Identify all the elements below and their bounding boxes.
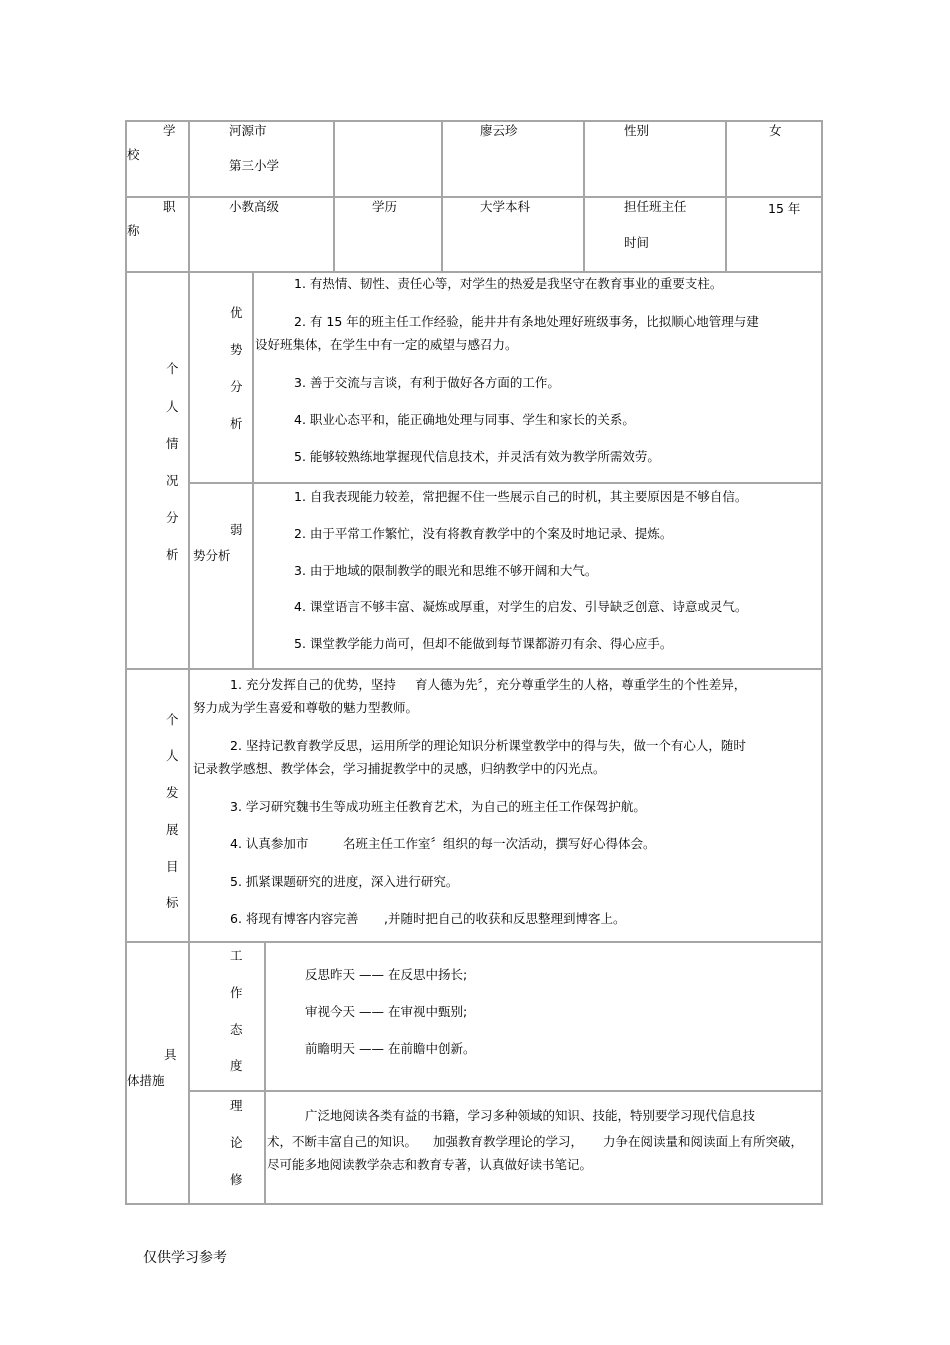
tenure-label-2: 时间 xyxy=(624,235,650,250)
table-divider-label-column xyxy=(188,120,190,1205)
footer-note: 仅供学习参考 xyxy=(143,1250,227,1266)
tenure-value: 15 年 xyxy=(768,201,801,216)
personal-section-label-char: 析 xyxy=(166,547,179,562)
weakness-label-1: 弱 xyxy=(230,522,243,537)
gender-label: 性别 xyxy=(624,123,650,138)
title-label-2: 称 xyxy=(127,223,140,238)
goals-section-label-char: 个 xyxy=(166,712,179,727)
theory-label-char: 论 xyxy=(230,1135,243,1150)
attitude-line: 前瞻明天 —— 在前瞻中创新。 xyxy=(305,1041,476,1056)
personal-section-label-char: 况 xyxy=(166,473,179,488)
goal-item: 5. 抓紧课题研究的进度，深入进行研究。 xyxy=(230,874,459,889)
personal-section-label-char: 人 xyxy=(166,399,179,414)
goal-item: 3. 学习研究魏书生等成功班主任教育艺术，为自己的班主任工作保驾护航。 xyxy=(230,799,646,814)
table-border-bottom xyxy=(125,1203,823,1205)
strength-item: 2. 有 15 年的班主任工作经验，能井井有条地处理好班级事务，比拟顺心地管理与建 xyxy=(294,314,759,329)
table-row-divider-2 xyxy=(125,271,823,273)
table-border-left xyxy=(125,120,127,1205)
weakness-label-2: 势分析 xyxy=(193,548,231,563)
strength-item: 1. 有热情、韧性、责任心等，对学生的热爱是我坚守在教育事业的重要支柱。 xyxy=(294,276,723,291)
attitude-label-char: 态 xyxy=(230,1022,243,1037)
goal-item-cont: 育人德为先〞，充分尊重学生的人格，尊重学生的个性差异， xyxy=(415,677,747,692)
measures-label-1: 具 xyxy=(164,1047,177,1062)
table-row-divider-strength-weakness xyxy=(188,482,823,484)
personal-section-label-char: 个 xyxy=(166,361,179,376)
name-value: 廖云珍 xyxy=(480,123,518,138)
table-divider-personal-sublabel xyxy=(252,272,254,668)
school-value-1: 河源市 xyxy=(229,123,267,138)
table-row-divider-attitude-theory xyxy=(188,1090,823,1092)
goal-item-cont: ,并随时把自己的收获和反思整理到博客上。 xyxy=(384,911,626,926)
table-border-right xyxy=(821,120,823,1205)
strengths-label-char: 势 xyxy=(230,342,243,357)
table-row-divider-4 xyxy=(125,941,823,943)
table-row-divider-1 xyxy=(125,196,823,198)
goal-item: 4. 认真参加市 xyxy=(230,836,309,851)
goal-item-continued: 记录教学感想、教学体会，学习捕捉教学中的灵感，归纳教学中的闪光点。 xyxy=(193,761,606,776)
school-label-2: 校 xyxy=(127,147,140,162)
theory-label-char: 理 xyxy=(230,1098,243,1113)
title-value: 小教高级 xyxy=(229,199,280,214)
education-value: 大学本科 xyxy=(480,199,531,214)
strengths-label-char: 分 xyxy=(230,379,243,394)
attitude-line: 反思昨天 —— 在反思中扬长; xyxy=(305,967,468,982)
goal-item-continued: 努力成为学生喜爱和尊敬的魅力型教师。 xyxy=(193,700,419,715)
gender-value: 女 xyxy=(769,123,782,138)
goals-section-label-char: 目 xyxy=(166,859,179,874)
theory-line-cont: 加强教育教学理论的学习， xyxy=(433,1134,584,1149)
strengths-label-char: 析 xyxy=(230,416,243,431)
school-label-1: 学 xyxy=(163,123,176,138)
tenure-label-1: 担任班主任 xyxy=(624,199,687,214)
weakness-item: 4. 课堂语言不够丰富、凝炼或厚重，对学生的启发、引导缺乏创意、诗意或灵气。 xyxy=(294,599,748,614)
table-row-divider-3 xyxy=(125,668,823,670)
title-label-1: 职 xyxy=(163,199,176,214)
goals-section-label-char: 发 xyxy=(166,785,179,800)
weakness-item: 3. 由于地域的限制教学的眼光和思维不够开阔和大气。 xyxy=(294,563,598,578)
theory-line: 广泛地阅读各类有益的书籍，学习多种领域的知识、技能，特别要学习现代信息技 xyxy=(305,1108,756,1123)
personal-section-label-char: 分 xyxy=(166,510,179,525)
theory-line-continued: 尽可能多地阅读教学杂志和教育专著，认真做好读书笔记。 xyxy=(267,1157,593,1172)
theory-line-continued: 术，不断丰富自己的知识。 xyxy=(267,1134,418,1149)
measures-label-2: 体措施 xyxy=(127,1073,165,1088)
theory-label-char: 修 xyxy=(230,1172,243,1187)
goals-section-label-char: 展 xyxy=(166,822,179,837)
table-divider-measures-sublabel xyxy=(264,942,266,1205)
strengths-label-char: 优 xyxy=(230,305,243,320)
goal-item: 1. 充分发挥自己的优势，坚持 xyxy=(230,677,396,692)
personal-section-label-char: 情 xyxy=(166,436,179,451)
goal-item-cont: 名班主任工作室〞组织的每一次活动，撰写好心得体会。 xyxy=(343,836,656,851)
education-label: 学历 xyxy=(372,199,398,214)
strength-item-continued: 设好班集体，在学生中有一定的威望与感召力。 xyxy=(255,337,518,352)
goals-section-label-char: 人 xyxy=(166,748,179,763)
table-border-top xyxy=(125,120,823,122)
goals-section-label-char: 标 xyxy=(166,895,179,910)
goal-item: 2. 坚持记教育教学反思，运用所学的理论知识分析课堂教学中的得与失，做一个有心人，随时 xyxy=(230,738,746,753)
strength-item: 5. 能够较熟练地掌握现代信息技术，并灵活有效为教学所需效劳。 xyxy=(294,449,660,464)
attitude-line: 审视今天 —— 在审视中甄别; xyxy=(305,1004,468,1019)
attitude-label-char: 作 xyxy=(230,985,243,1000)
weakness-item: 1. 自我表现能力较差，常把握不住一些展示自己的时机，其主要原因是不够自信。 xyxy=(294,489,748,504)
goal-item: 6. 将现有博客内容完善 xyxy=(230,911,359,926)
strength-item: 4. 职业心态平和，能正确地处理与同事、学生和家长的关系。 xyxy=(294,412,635,427)
weakness-item: 2. 由于平常工作繁忙，没有将教育教学中的个案及时地记录、提炼。 xyxy=(294,526,673,541)
attitude-label-char: 度 xyxy=(230,1058,243,1073)
weakness-item: 5. 课堂教学能力尚可，但却不能做到每节课都游刃有余、得心应手。 xyxy=(294,636,673,651)
strength-item: 3. 善于交流与言谈，有利于做好各方面的工作。 xyxy=(294,375,560,390)
school-value-2: 第三小学 xyxy=(229,158,280,173)
theory-line-cont: 力争在阅读量和阅读面上有所突破， xyxy=(603,1134,804,1149)
attitude-label-char: 工 xyxy=(230,948,243,963)
